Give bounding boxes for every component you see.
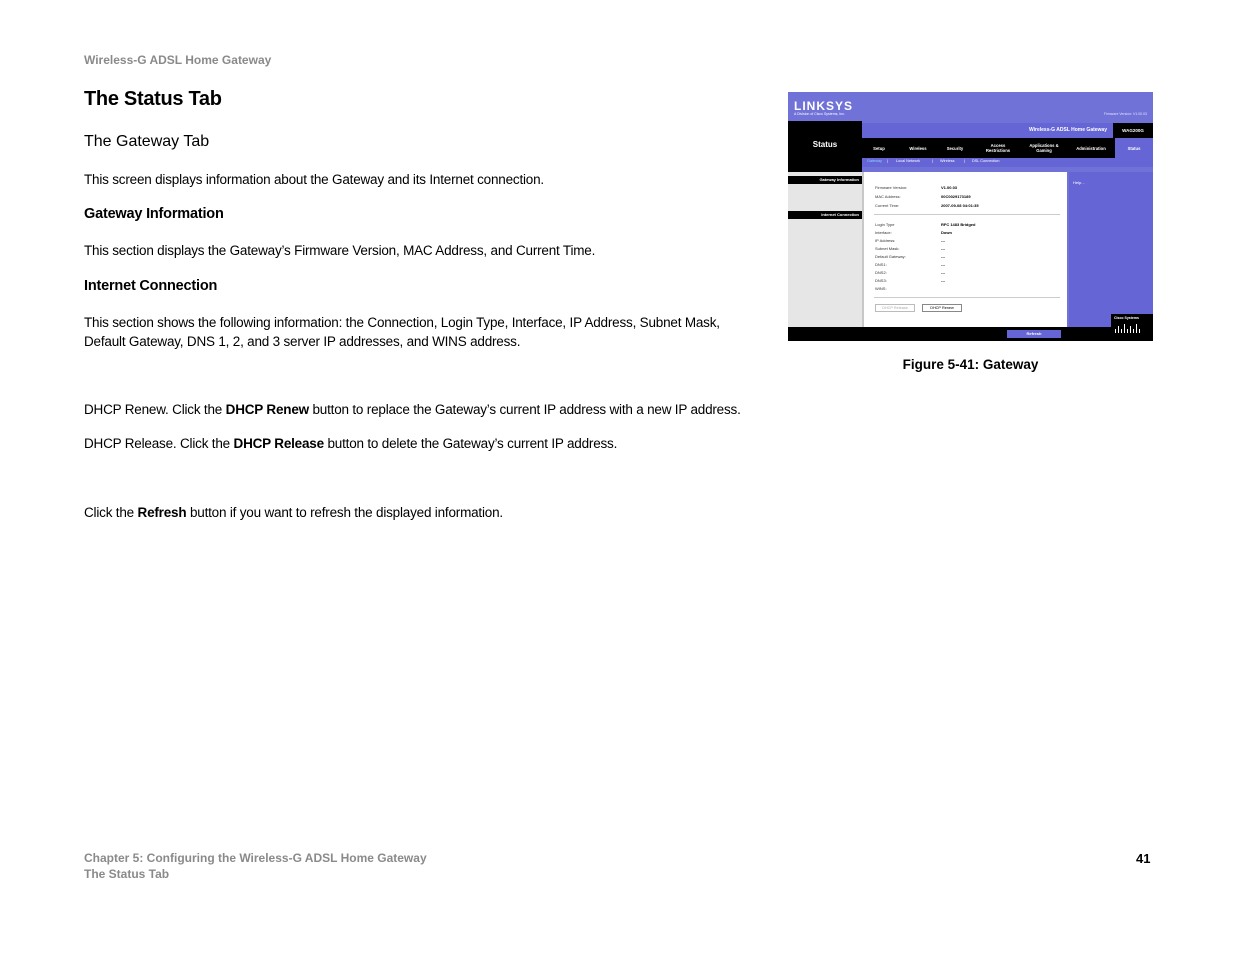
refresh-term: Refresh — [137, 505, 187, 520]
default-gateway-row-label: Default Gateway: — [875, 254, 906, 259]
help-panel — [1069, 172, 1153, 327]
cisco-logo-text: Cisco Systems — [1114, 316, 1139, 320]
tab-administration[interactable]: Administration — [1076, 145, 1106, 151]
subtab-gateway[interactable]: Gateway — [867, 159, 882, 163]
model-label: WAG200G — [1113, 123, 1153, 138]
firmware-version-row-label: Firmware Version: — [875, 185, 908, 190]
refresh-button[interactable]: Refresh — [1007, 330, 1061, 338]
refresh-paragraph: Click the Refresh button if you want to refresh the displayed information. — [84, 505, 503, 520]
divider — [874, 214, 1060, 215]
firmware-version-label: Firmware Version: V1.00.03 — [1103, 112, 1147, 116]
login-type-value: RFC 1483 Bridged — [941, 222, 976, 227]
ip-address-value: --- — [941, 238, 945, 243]
gateway-screenshot-figure — [788, 92, 1153, 341]
subnet-mask-row-label: Subnet Mask: — [875, 246, 900, 251]
gateway-information-section-label: Gateway Information — [788, 176, 862, 184]
internet-paragraph: This section shows the following information: the Connection, Login Type, Interface, IP Address, Subnet Mask, Default Gateway, DNS 1, 2, and 3 server IP addresses, and WINS address. — [84, 315, 720, 349]
default-gateway-value: --- — [941, 254, 945, 259]
dhcp-release-button[interactable]: DHCP Release — [875, 304, 915, 312]
tab-security[interactable]: Security — [946, 145, 964, 151]
product-name-bar: Wireless-G ADSL Home Gateway — [862, 123, 1113, 138]
tab-wireless[interactable]: Wireless — [909, 145, 927, 151]
subnet-mask-value: --- — [941, 246, 945, 251]
subtab-dsl-connection[interactable]: DSL Connection — [972, 159, 1000, 163]
divider — [874, 297, 1060, 298]
tab-status[interactable]: Status — [1115, 138, 1153, 158]
page-subtitle: The Gateway Tab — [84, 133, 210, 150]
wins-row-label: WINS: — [875, 286, 887, 291]
dhcp-release-paragraph: DHCP Release. Click the DHCP Release button to delete the Gateway’s current IP address. — [84, 436, 618, 451]
tab-applications-gaming[interactable]: Applications & Gaming — [1029, 143, 1059, 153]
running-head: Wireless-G ADSL Home Gateway — [84, 53, 272, 67]
subtab-separator: | — [932, 159, 933, 163]
subtab-separator: | — [964, 159, 965, 163]
interface-value: Down — [941, 230, 952, 235]
internet-heading: Internet Connection — [84, 278, 218, 294]
dhcp-release-term: DHCP Release — [233, 436, 324, 451]
tab-access-restrictions[interactable]: Access Restrictions — [985, 143, 1011, 153]
dns2-value: --- — [941, 270, 945, 275]
left-panel — [788, 172, 862, 327]
figure-caption: Figure 5-41: Gateway — [902, 357, 1039, 372]
page-number: 41 — [1136, 851, 1151, 866]
linksys-logo: LINKSYS — [794, 99, 854, 113]
tab-setup[interactable]: Setup — [873, 145, 885, 151]
status-section-label: Status — [812, 140, 838, 149]
login-type-row-label: Login Type — [875, 222, 895, 227]
mac-address-row-label: MAC Address: — [875, 194, 901, 199]
intro-paragraph: This screen displays information about the Gateway and its Internet connection. — [84, 172, 544, 187]
dns1-value: --- — [941, 262, 945, 267]
dhcp-renew-paragraph: DHCP Renew. Click the DHCP Renew button to replace the Gateway’s current IP address with a new IP address. — [84, 402, 741, 417]
dns2-row-label: DNS2: — [875, 270, 887, 275]
page-title: The Status Tab — [84, 88, 222, 110]
logo-subtitle: A Division of Cisco Systems, Inc. — [794, 112, 845, 116]
interface-row-label: Interface: — [875, 230, 892, 235]
dns3-row-label: DNS3: — [875, 278, 887, 283]
footer-section: The Status Tab — [84, 867, 170, 881]
subtab-local-network[interactable]: Local Network — [896, 159, 921, 163]
footer-chapter: Chapter 5: Configuring the Wireless-G ADSL Home Gateway — [84, 851, 427, 865]
gateway-info-paragraph: This section displays the Gateway’s Firmware Version, MAC Address, and Current Time. — [84, 243, 596, 258]
dhcp-renew-term: DHCP Renew — [225, 402, 309, 417]
dhcp-renew-button[interactable]: DHCP Renew — [922, 304, 962, 312]
current-time-row-label: Current Time: — [875, 203, 900, 208]
subtab-separator: | — [887, 159, 888, 163]
help-link[interactable]: Help... — [1073, 180, 1085, 185]
cisco-bridge-icon — [1114, 323, 1142, 333]
dns1-row-label: DNS1: — [875, 262, 887, 267]
mac-address-value: 00C0029173189 — [941, 194, 971, 199]
internet-connection-section-label: Internet Connection — [788, 211, 862, 219]
dns3-value: --- — [941, 278, 945, 283]
firmware-version-value: V1.00.03 — [941, 185, 958, 190]
ip-address-row-label: IP Address: — [875, 238, 896, 243]
subtab-wireless[interactable]: Wireless — [940, 159, 955, 163]
gateway-info-heading: Gateway Information — [84, 206, 224, 222]
current-time-value: 2007-09-08 04:01:35 — [941, 203, 979, 208]
